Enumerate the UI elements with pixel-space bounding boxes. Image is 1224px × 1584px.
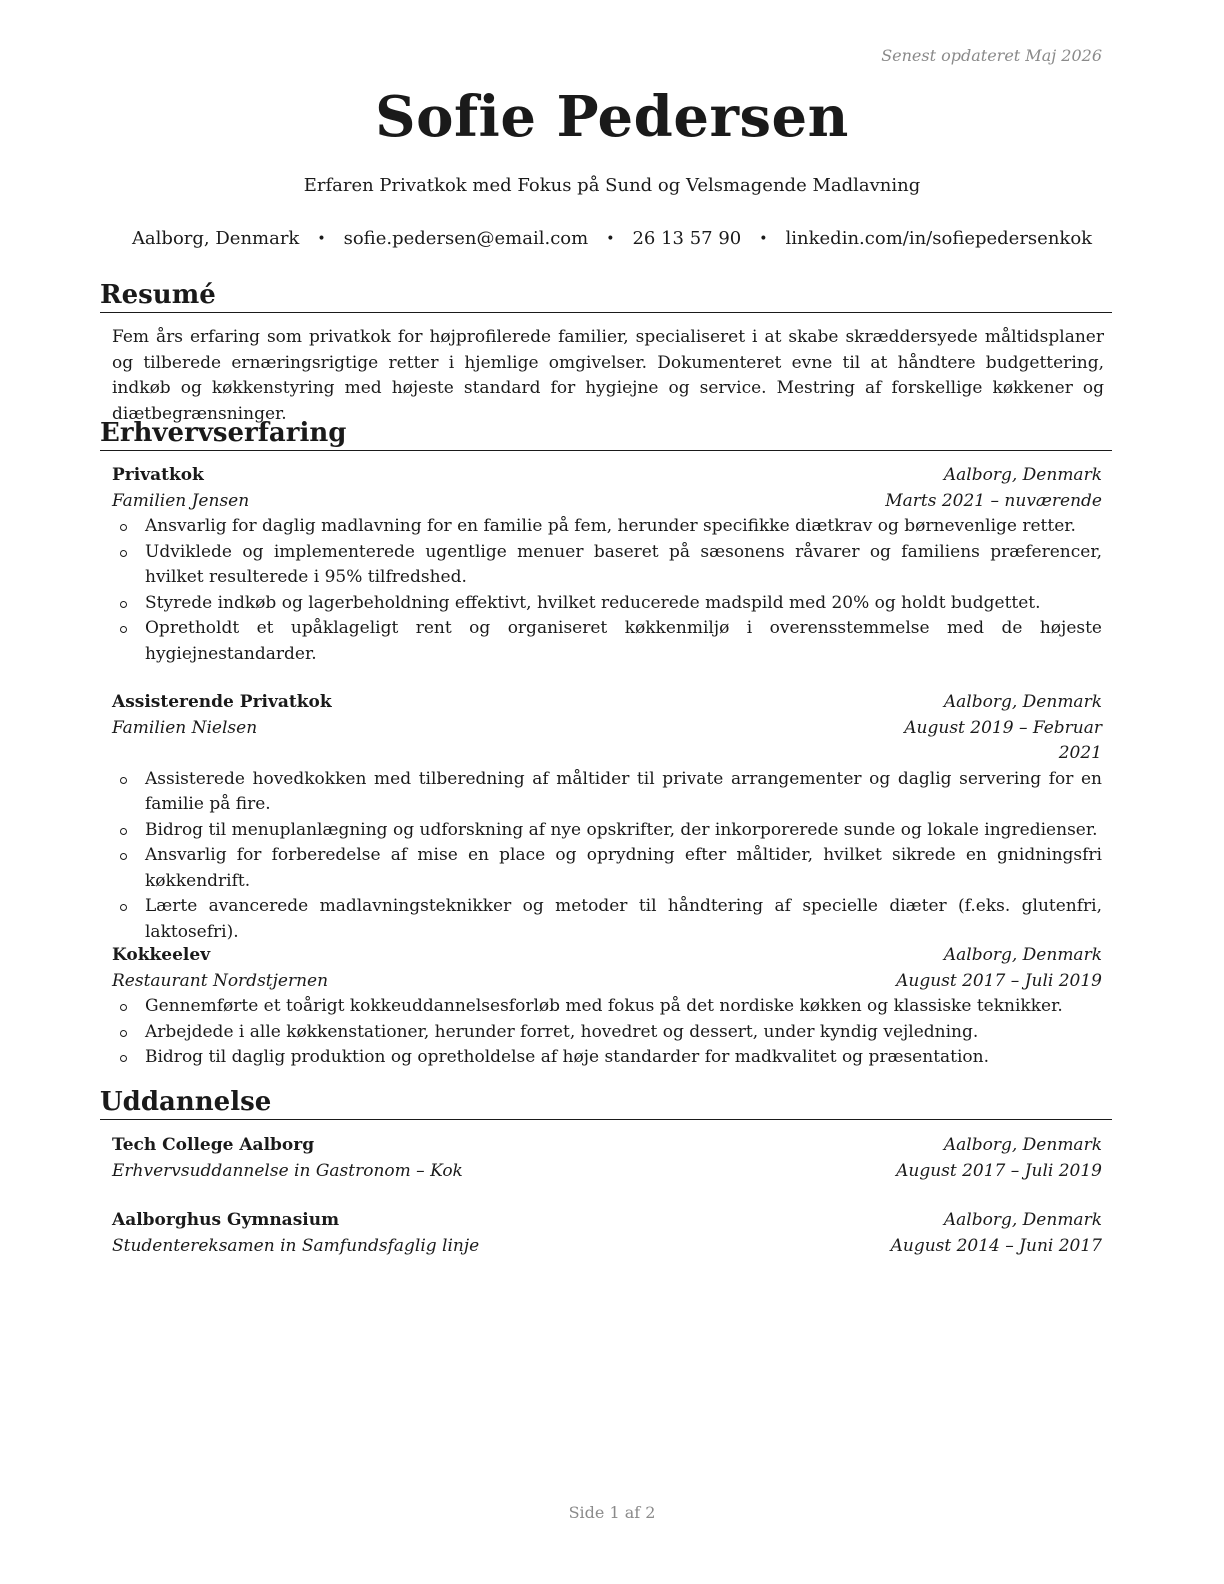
list-item: Udviklede og implementerede ugentlige menuer baseret på sæsonens råvarer og familiens præferencer, hvilket resulterede i 95% tilfredshed. (112, 540, 1102, 591)
school-name: Aalborghus Gymnasium (112, 1210, 340, 1230)
last-updated: Senest opdateret Maj 2026 (881, 46, 1102, 65)
experience-entry (112, 463, 1102, 667)
bullet-separator: • (317, 231, 326, 247)
contact-location: Aalborg, Denmark (131, 228, 300, 249)
list-item: Assisterede hovedkokken med tilberedning af måltider til private arrangementer og daglig servering for en familie på fire. (112, 767, 1102, 818)
education-dates: August 2014 – Juni 2017 (890, 1235, 1102, 1256)
list-item: Styrede indkøb og lagerbeholdning effektivt, hvilket reducerede madspild med 20% og holdt budgettet. (112, 591, 1102, 617)
experience-entry (112, 690, 1102, 945)
list-item: Opretholdt et upåklageligt rent og organiseret køkkenmiljø i overensstemmelse med de højeste hygiejnestandarder. (112, 616, 1102, 667)
degree: Erhvervsuddannelse in Gastronom – Kok (112, 1160, 463, 1181)
list-item: Lærte avancerede madlavningsteknikker og metoder til håndtering af specielle diæter (f.eks. glutenfri, laktosefri). (112, 894, 1102, 945)
candidate-name: Sofie Pedersen (375, 84, 849, 150)
page-number: Side 1 af 2 (568, 1503, 656, 1522)
experience-entry (112, 943, 1102, 1071)
list-item: Gennemførte et toårigt kokkeuddannelsesforløb med fokus på det nordiske køkken og klassiske teknikker. (112, 994, 1102, 1020)
contact-line (0, 228, 1224, 249)
bullet-separator: • (759, 231, 768, 247)
bullet-separator: • (606, 231, 615, 247)
employer: Familien Jensen (112, 490, 250, 511)
section-title-summary: Resumé (100, 279, 1112, 313)
job-dates: August 2017 – Juli 2019 (896, 970, 1102, 991)
contact-phone: 26 13 57 90 (632, 228, 742, 249)
education-dates: August 2017 – Juli 2019 (896, 1160, 1102, 1181)
summary-text: Fem års erfaring som privatkok for højprofilerede familier, specialiseret i at skabe skræddersyede måltidsplaner og tilberede ernæringsrigtige retter i hjemlige omgivelser. Dokumenteret evne til at håndtere budgettering, indkøb og køkkenstyring med højeste standard for hygiejne og service. Mestring af forskellige køkkener og diætbegrænsninger. (112, 327, 1104, 424)
job-bullets (112, 767, 1102, 946)
school-name: Tech College Aalborg (112, 1135, 315, 1155)
list-item: Arbejdede i alle køkkenstationer, herunder forret, hovedret og dessert, under kyndig vejledning. (112, 1020, 1102, 1046)
section-title-experience: Erhvervserfaring (100, 417, 1112, 451)
list-item: Ansvarlig for forberedelse af mise en place og oprydning efter måltider, hvilket sikrede en gnidningsfri køkkendrift. (112, 843, 1102, 894)
job-title: Kokkeelev (112, 945, 211, 965)
job-bullets (112, 514, 1102, 667)
contact-linkedin[interactable]: linkedin.com/in/sofiepedersenkok (785, 228, 1093, 249)
school-location: Aalborg, Denmark (943, 1135, 1102, 1155)
job-bullets (112, 994, 1102, 1071)
employer: Restaurant Nordstjernen (112, 970, 329, 991)
education-entry (112, 1208, 1102, 1259)
job-title: Privatkok (112, 465, 204, 485)
job-title: Assisterende Privatkok (112, 692, 332, 712)
school-location: Aalborg, Denmark (943, 1210, 1102, 1230)
list-item: Bidrog til daglig produktion og opretholdelse af høje standarder for madkvalitet og præsentation. (112, 1045, 1102, 1071)
contact-email[interactable]: sofie.pedersen@email.com (343, 228, 589, 249)
degree: Studentereksamen in Samfundsfaglig linje (112, 1235, 480, 1256)
tagline: Erfaren Privatkok med Fokus på Sund og Velsmagende Madlavning (303, 175, 921, 196)
list-item: Ansvarlig for daglig madlavning for en familie på fem, herunder specifikke diætkrav og børnevenlige retter. (112, 514, 1102, 540)
employer: Familien Nielsen (112, 717, 258, 738)
job-location: Aalborg, Denmark (943, 465, 1102, 485)
job-location: Aalborg, Denmark (943, 945, 1102, 965)
job-dates: August 2019 – Februar 2021 (904, 717, 1102, 763)
job-dates: Marts 2021 – nuværende (885, 490, 1102, 511)
job-location: Aalborg, Denmark (943, 692, 1102, 712)
section-title-education: Uddannelse (100, 1086, 1112, 1120)
list-item: Bidrog til menuplanlægning og udforskning af nye opskrifter, der inkorporerede sunde og lokale ingredienser. (112, 818, 1102, 844)
education-entry (112, 1133, 1102, 1184)
